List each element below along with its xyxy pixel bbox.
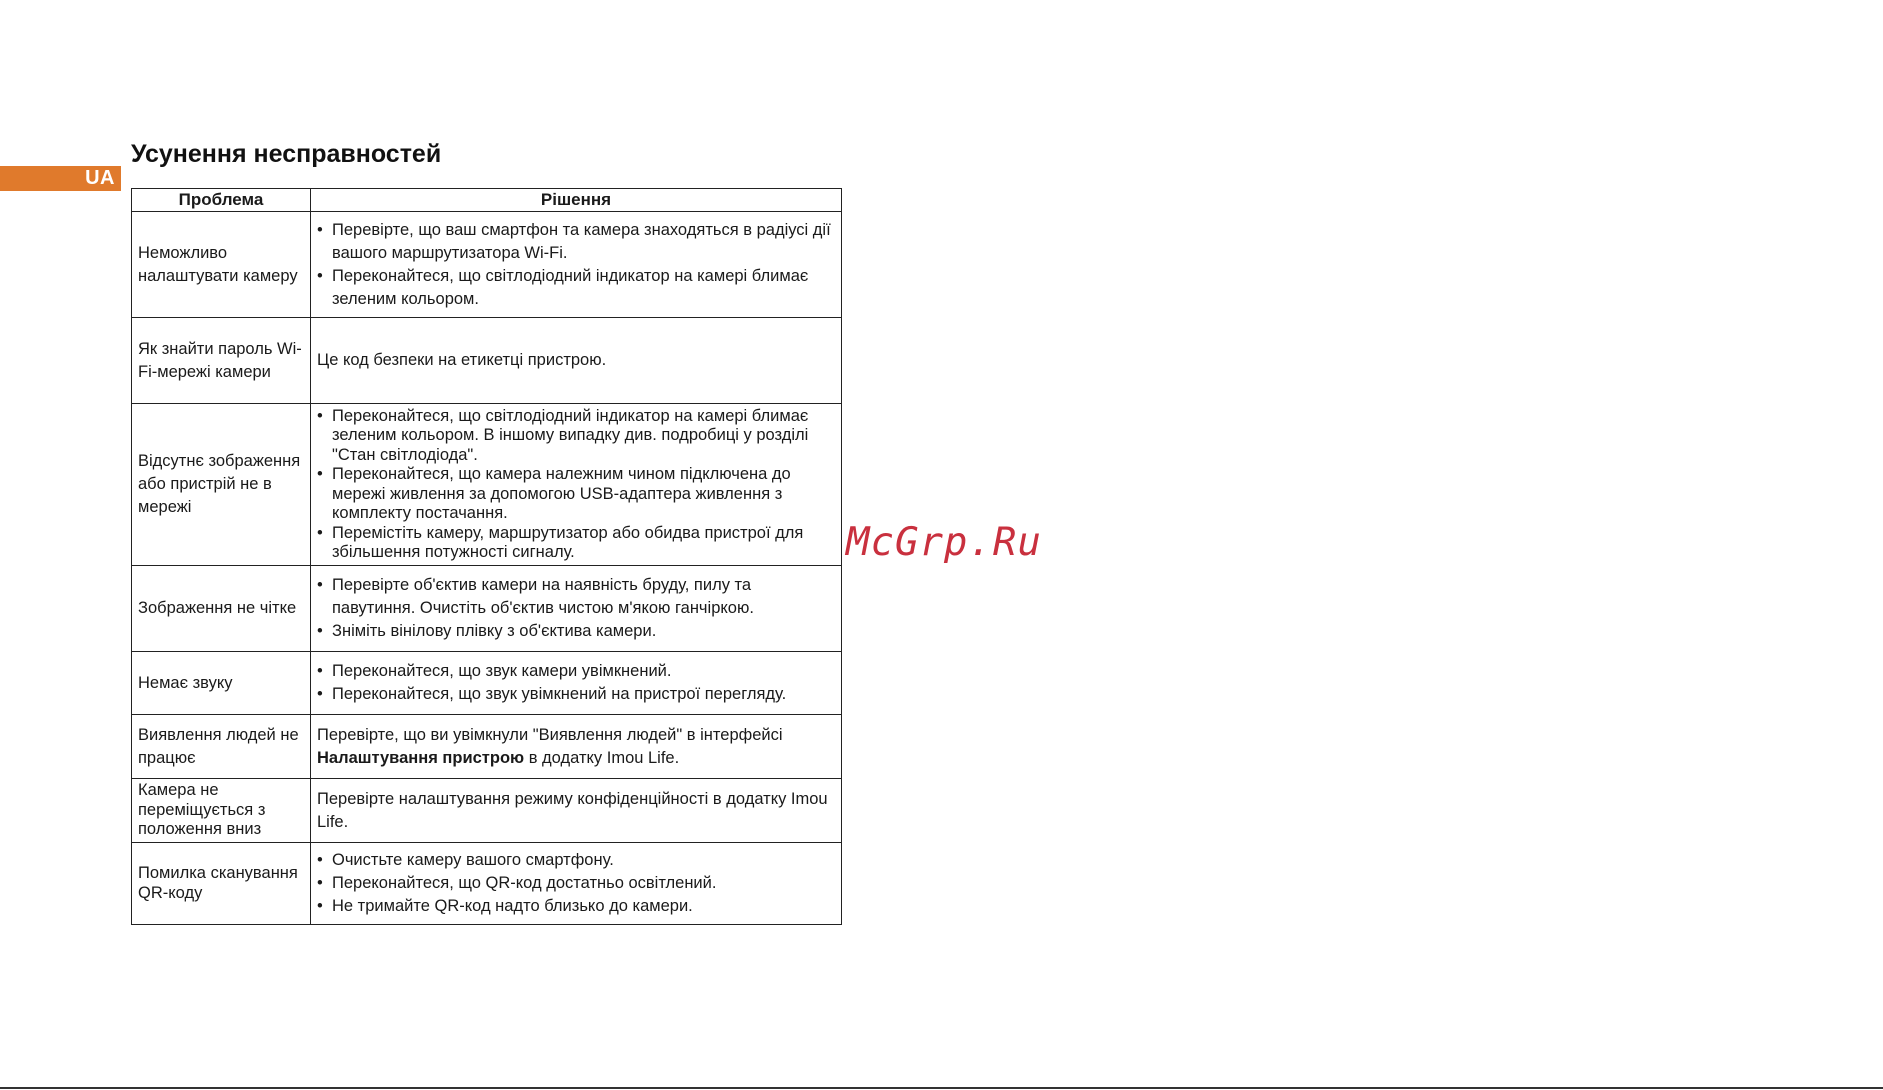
troubleshooting-table [131, 188, 842, 925]
table-row [132, 652, 842, 715]
solution-cell [311, 715, 842, 779]
solution-cell [311, 404, 842, 566]
solution-list [317, 660, 835, 706]
page-title: Усунення несправностей [131, 140, 442, 168]
table-row [132, 318, 842, 404]
solution-item: • Не тримайте QR-код надто близько до камери. [317, 895, 835, 918]
solution-cell [311, 212, 842, 318]
solution-item: • Переконайтеся, що QR-код достатньо освітлений. [317, 872, 835, 895]
solution-cell [311, 843, 842, 925]
table-row [132, 212, 842, 318]
solution-item: • Зніміть вінілову плівку з об'єктива камери. [317, 620, 835, 643]
problem-cell: Камера не переміщується з положення вниз [132, 779, 311, 843]
table-row [132, 715, 842, 779]
problem-cell: Виявлення людей не працює [132, 715, 311, 779]
solution-list [317, 219, 835, 311]
language-tab: UA [0, 166, 121, 191]
solution-item: • Перемістіть камеру, маршрутизатор або обидва пристрої для збільшення потужності сигналу. [317, 524, 835, 563]
bottom-divider [0, 1087, 1883, 1089]
table-row [132, 779, 842, 843]
header-problem: Проблема [132, 189, 311, 212]
table-row [132, 404, 842, 566]
problem-cell: Неможливо налаштувати камеру [132, 212, 311, 318]
problem-cell: Відсутнє зображення або пристрій не в мережі [132, 404, 311, 566]
table-header-row [132, 189, 842, 212]
solution-item: • Перевірте об'єктив камери на наявність бруду, пилу та павутиння. Очистіть об'єктив чистою м'якою ганчіркою. [317, 574, 835, 620]
solution-list [317, 574, 835, 643]
solution-cell: Це код безпеки на етикетці пристрою. [311, 318, 842, 404]
solution-text: в додатку Imou Life. [524, 748, 680, 767]
solution-item: • Переконайтеся, що звук увімкнений на пристрої перегляду. [317, 683, 835, 706]
solution-cell [311, 566, 842, 652]
settings-reference: Налаштування пристрою [317, 748, 525, 767]
solution-item: • Переконайтеся, що звук камери увімкнений. [317, 660, 835, 683]
watermark: McGrp.Ru [846, 520, 1042, 565]
problem-cell: Немає звуку [132, 652, 311, 715]
table-row [132, 843, 842, 925]
solution-item: • Переконайтеся, що світлодіодний індикатор на камері блимає зеленим кольором. [317, 265, 835, 311]
header-solution: Рішення [311, 189, 842, 212]
solution-list [317, 407, 835, 563]
solution-list [317, 849, 835, 918]
solution-item: • Переконайтеся, що світлодіодний індикатор на камері блимає зеленим кольором. В іншому випадку див. подробиці у розділі "Стан світлодіода". [317, 407, 835, 466]
solution-cell [311, 652, 842, 715]
solution-item: • Переконайтеся, що камера належним чином підключена до мережі живлення за допомогою USB-адаптера живлення з комплекту постачання. [317, 465, 835, 524]
solution-cell: Перевірте налаштування режиму конфіденційності в додатку Imou Life. [311, 779, 842, 843]
solution-item: • Очистьте камеру вашого смартфону. [317, 849, 835, 872]
problem-cell: Помилка сканування QR-коду [132, 843, 311, 925]
solution-item: • Перевірте, що ваш смартфон та камера знаходяться в радіусі дії вашого маршрутизатора Wi-Fi. [317, 219, 835, 265]
table-row [132, 566, 842, 652]
problem-cell: Як знайти пароль Wi-Fi-мережі камери [132, 318, 311, 404]
solution-text: Перевірте, що ви увімкнули "Виявлення людей" в інтерфейсі [317, 725, 783, 744]
problem-cell: Зображення не чітке [132, 566, 311, 652]
